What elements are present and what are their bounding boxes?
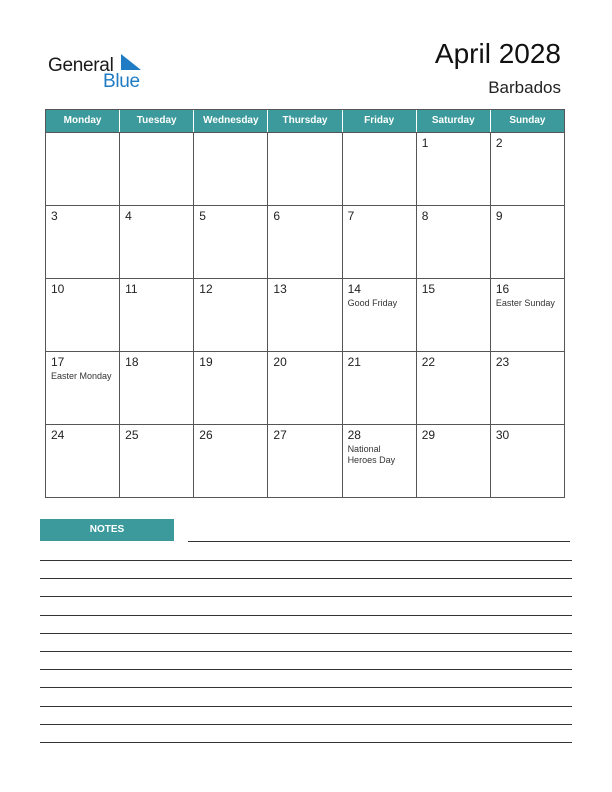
- day-number: 7: [347, 209, 355, 223]
- calendar-week-row: [46, 424, 564, 497]
- calendar-country: Barbados: [488, 78, 561, 97]
- day-cell: [46, 133, 120, 205]
- day-number: 15: [421, 282, 436, 296]
- calendar-week-row: [46, 278, 564, 351]
- day-cell: [417, 206, 491, 278]
- note-line: [188, 541, 570, 542]
- note-line: [40, 651, 572, 652]
- generalblue-logo: [48, 52, 148, 92]
- day-number: 5: [199, 209, 206, 223]
- day-cell: [343, 206, 417, 278]
- day-number: 1: [421, 136, 429, 150]
- day-number: 17: [51, 355, 65, 369]
- calendar-grid: [45, 109, 565, 498]
- day-cell: [120, 352, 194, 424]
- day-cell: [343, 352, 417, 424]
- logo-flag-icon: [119, 54, 141, 72]
- logo-blue-text: Blue: [103, 71, 140, 92]
- day-cell: [491, 206, 564, 278]
- day-number: 9: [495, 209, 503, 223]
- weekday-header: Sunday: [509, 115, 546, 126]
- day-number: 23: [495, 355, 510, 369]
- note-line: [40, 615, 572, 616]
- day-cell: [120, 425, 194, 497]
- day-number: 12: [199, 282, 213, 296]
- day-number: 11: [125, 282, 138, 296]
- day-number: 14: [347, 282, 361, 296]
- day-number: 18: [125, 355, 139, 369]
- calendar-week-row: [46, 132, 564, 205]
- note-line: [40, 706, 572, 707]
- holiday-label: Easter Monday: [51, 371, 112, 381]
- weekday-header: Friday: [343, 110, 417, 132]
- calendar-week-row: [46, 205, 564, 278]
- day-number: 25: [125, 428, 139, 442]
- note-line: [40, 596, 572, 597]
- weekday-header: Saturday: [417, 110, 491, 132]
- day-cell: [343, 133, 417, 205]
- day-number: 3: [51, 209, 58, 223]
- calendar-weeks: [46, 132, 564, 497]
- day-number: 4: [125, 209, 132, 223]
- day-cell: [343, 279, 417, 351]
- day-number: 28: [347, 428, 361, 442]
- day-cell: [194, 206, 268, 278]
- day-cell: [491, 279, 564, 351]
- day-number: 20: [273, 355, 287, 369]
- note-line: [40, 633, 572, 634]
- logo-general-text: General: [48, 55, 114, 76]
- day-number: 24: [51, 428, 65, 442]
- weekday-header-row: [46, 110, 564, 132]
- weekday-header: Tuesday: [120, 110, 194, 132]
- note-line: [40, 669, 572, 670]
- day-cell: [120, 279, 194, 351]
- holiday-label: National Heroes Day: [347, 444, 396, 465]
- day-number: 27: [273, 428, 287, 442]
- day-number: 10: [51, 282, 65, 296]
- day-cell: [46, 279, 120, 351]
- day-number: 29: [421, 428, 436, 442]
- calendar-title: April 2028: [434, 38, 561, 69]
- day-cell: [194, 425, 268, 497]
- day-cell: [417, 425, 491, 497]
- day-number: 21: [347, 355, 361, 369]
- weekday-header: Thursday: [268, 110, 342, 132]
- weekday-header: Wednesday: [194, 110, 268, 132]
- day-number: 8: [421, 209, 429, 223]
- day-cell: [268, 133, 342, 205]
- day-cell: [120, 206, 194, 278]
- day-cell: [194, 352, 268, 424]
- note-line: [40, 724, 572, 725]
- day-cell: [491, 425, 564, 497]
- calendar-week-row: [46, 351, 564, 424]
- weekday-header: Monday: [46, 110, 120, 132]
- day-cell: [268, 352, 342, 424]
- day-number: 13: [273, 282, 287, 296]
- day-number: 30: [495, 428, 510, 442]
- day-number: 19: [199, 355, 213, 369]
- holiday-label: Easter Sunday: [495, 298, 555, 308]
- day-cell: [194, 133, 268, 205]
- day-number: 16: [495, 282, 510, 296]
- note-line: [40, 560, 572, 561]
- day-number: 2: [495, 136, 503, 150]
- note-line: [40, 687, 572, 688]
- day-number: 22: [421, 355, 436, 369]
- notes-label: NOTES: [40, 519, 174, 541]
- note-line: [40, 742, 572, 743]
- day-cell: [46, 352, 120, 424]
- day-cell: [268, 206, 342, 278]
- note-line: [40, 578, 572, 579]
- day-cell: [46, 425, 120, 497]
- day-cell: [46, 206, 120, 278]
- day-number: 6: [273, 209, 281, 223]
- day-cell: [417, 352, 491, 424]
- day-cell: [194, 279, 268, 351]
- day-cell: [120, 133, 194, 205]
- day-cell: [491, 352, 564, 424]
- day-cell: [268, 279, 342, 351]
- day-cell: [268, 425, 342, 497]
- day-cell: [491, 133, 564, 205]
- holiday-label: Good Friday: [347, 298, 398, 308]
- day-number: 26: [199, 428, 213, 442]
- day-cell: [417, 133, 491, 205]
- day-cell: [343, 425, 417, 497]
- day-cell: [417, 279, 491, 351]
